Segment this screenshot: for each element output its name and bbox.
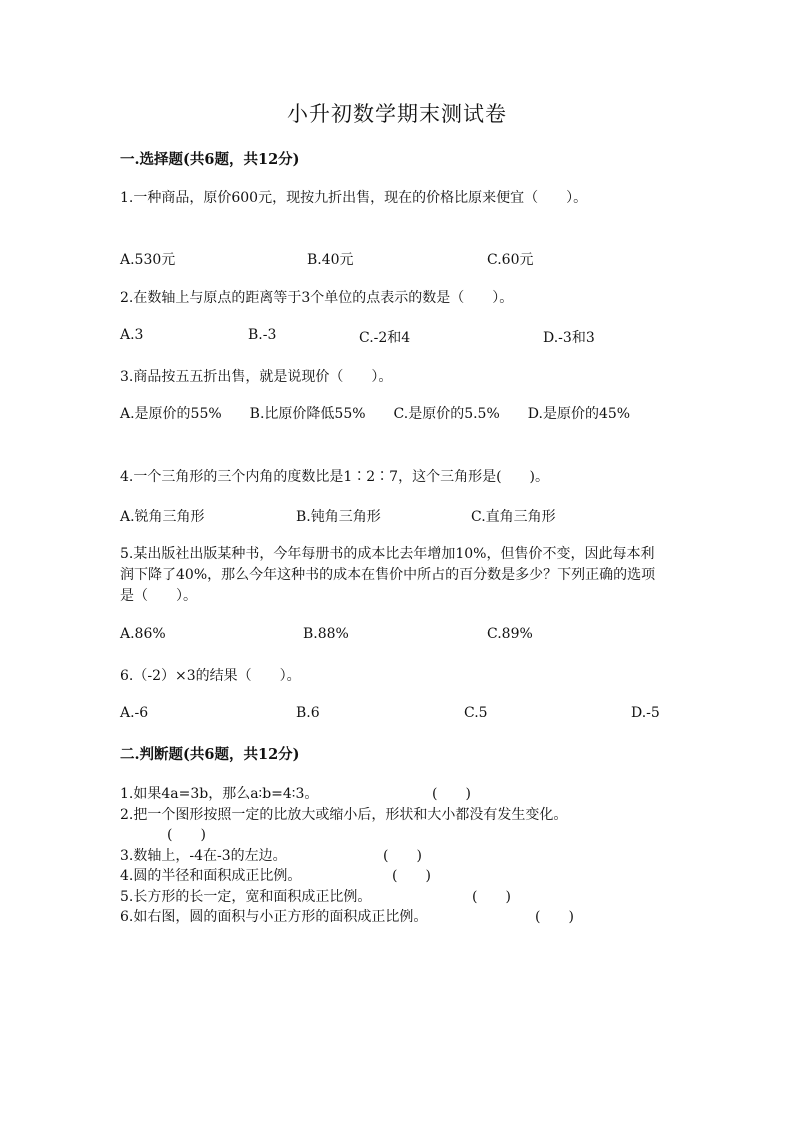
judgment-item-4-blank: ( ) [392,868,431,884]
judgment-item-2: 2.把一个图形按照一定的比放大或缩小后，形状和大小都没有发生变化。 [120,807,568,823]
judgment-item-3: 3.数轴上，-4在-3的左边。 [120,848,287,864]
question-4-option-b: B.钝角三角形 [296,509,381,525]
judgment-item-2-blank: ( ) [167,827,206,843]
judgment-item-6-blank: ( ) [535,909,574,925]
question-6-option-d: D.-5 [631,705,660,721]
question-2-stem: 2.在数轴上与原点的距离等于3个单位的点表示的数是（ ）。 [120,290,514,306]
question-6-option-b: B.6 [296,705,320,721]
question-5-stem: 5.某出版社出版某种书，今年每册书的成本比去年增加10%，但售价不变，因此每本利润下降了40%，那么今年这种书的成本在售价中所占的百分数是多少？下列正确的选项是（ ）。 [120,546,656,604]
question-2-option-c: C.-2和4 [359,330,411,346]
judgment-item-5: 5.长方形的长一定，宽和面积成正比例。 [120,889,372,905]
question-1-option-a: A.530元 [120,252,176,268]
question-6-stem: 6.（-2）×3的结果（ ）。 [120,668,301,684]
judgment-item-5-blank: ( ) [472,889,511,905]
question-4-option-c: C.直角三角形 [471,509,556,525]
judgment-item-3-blank: ( ) [383,848,422,864]
question-4-option-a: A.锐角三角形 [120,509,205,525]
question-1-stem: 1.一种商品，原价600元，现按九折出售，现在的价格比原来便宜（ ）。 [120,190,588,206]
question-5-option-c: C.89% [487,626,533,642]
question-1-option-c: C.60元 [487,252,534,268]
question-5-option-a: A.86% [120,626,166,642]
question-5-option-b: B.88% [303,626,349,642]
question-2-option-b: B.-3 [248,327,277,343]
judgment-item-1: 1.如果4a=3b，那么a∶b=4∶3。 [120,786,319,802]
question-2-option-d: D.-3和3 [543,330,595,346]
judgment-item-1-blank: ( ) [432,786,471,802]
question-4-stem: 4.一个三角形的三个内角的度数比是1∶2∶7，这个三角形是( )。 [120,469,550,485]
question-6-option-c: C.5 [464,705,488,721]
judgment-item-4: 4.圆的半径和面积成正比例。 [120,868,302,884]
page-title: 小升初数学期末测试卷 [287,102,507,126]
section-heading-choice: 一.选择题(共6题，共12分) [120,151,300,168]
question-1-option-b: B.40元 [307,252,354,268]
question-3-stem: 3.商品按五五折出售，就是说现价（ ）。 [120,369,393,385]
question-2-option-a: A.3 [120,327,144,343]
question-3-options: A.是原价的55% B.比原价降低55% C.是原价的5.5% D.是原价的45% [120,406,631,422]
question-6-option-a: A.-6 [120,705,149,721]
section-heading-judgment: 二.判断题(共6题，共12分) [120,746,300,763]
judgment-item-6: 6.如右图，圆的面积与小正方形的面积成正比例。 [120,909,428,925]
